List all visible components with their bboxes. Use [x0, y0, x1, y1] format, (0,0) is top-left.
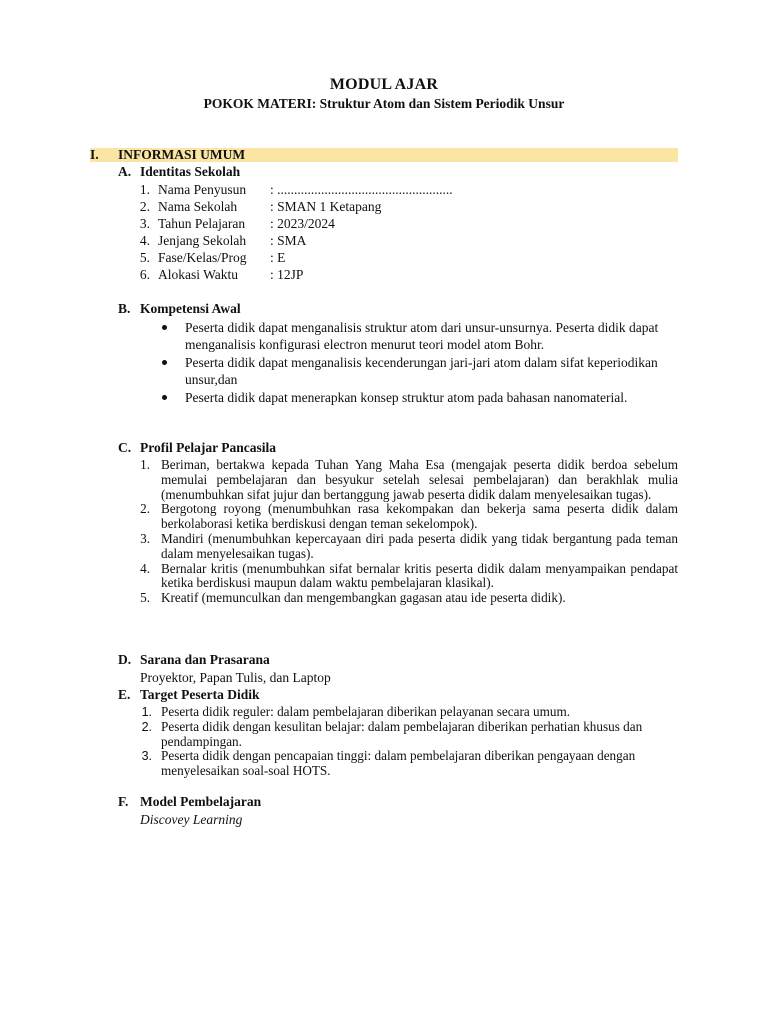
list-item-text: Peserta didik dapat menerapkan konsep struktur atom pada bahasan nanomaterial.: [185, 390, 628, 405]
list-item: [136, 591, 678, 606]
target-list: [136, 705, 678, 779]
list-item: [136, 720, 678, 750]
list-item-text: Peserta didik dapat menganalisis struktur atom dari unsur-unsurnya. Peserta didik dapat menganalisis konfigurasi electron menurut teori model atom Bohr.: [185, 320, 659, 352]
list-item: [136, 562, 678, 592]
row-key: Alokasi Waktu: [158, 267, 239, 282]
list-item: [136, 458, 678, 502]
row-key: Fase/Kelas/Prog: [158, 250, 247, 265]
subsection-title: Sarana dan Prasarana: [140, 652, 270, 667]
section-number: I.: [90, 147, 99, 162]
list-item-number: 1.: [141, 705, 152, 719]
kompetensi-list: [158, 319, 678, 407]
list-item: [136, 705, 678, 720]
list-item-number: 2.: [140, 501, 150, 517]
list-item-text: Peserta didik dengan kesulitan belajar: dalam pembelajaran diberikan perhatian khusus dan pendampingan.: [161, 718, 643, 749]
list-item: [158, 389, 678, 406]
document-title: MODUL AJAR: [329, 76, 439, 93]
profil-list: [136, 458, 678, 606]
list-item: [136, 532, 678, 562]
list-item: [136, 502, 678, 532]
row-value: : 12JP: [270, 267, 304, 282]
list-item-text: Peserta didik dengan pencapaian tinggi: dalam pembelajaran diberikan pengayaan dengan menyelesaikan soal-soal HOTS.: [161, 748, 636, 779]
row-key: Jenjang Sekolah: [158, 233, 247, 248]
row-value: : ....................................................: [270, 182, 453, 197]
row-number: 4.: [139, 233, 150, 248]
list-item: [136, 749, 678, 779]
row-value: : 2023/2024: [270, 216, 335, 231]
subsection-title: Identitas Sekolah: [140, 164, 241, 179]
row-value: : SMA: [270, 233, 307, 248]
row-value: : E: [270, 250, 286, 265]
list-item: [158, 319, 678, 353]
bullet-icon: [162, 325, 167, 330]
list-item-number: 5.: [140, 590, 150, 606]
sarana-text: Proyektor, Papan Tulis, dan Laptop: [140, 670, 331, 685]
list-item: [158, 354, 678, 388]
row-number: 2.: [139, 199, 150, 214]
subsection-title: Profil Pelajar Pancasila: [140, 440, 276, 455]
list-item-text: Bernalar kritis (menumbuhkan sifat bernalar kritis peserta didik dalam menyampaikan pendapat ketika berdiskusi maupun dalam waktu pembelajaran klasikal).: [161, 560, 678, 591]
bullet-icon: [162, 395, 167, 400]
list-item-text: Bergotong royong (menumbuhkan rasa kekompakan dan bekerja sama peserta didik dalam berkolaborasi ketika berdiskusi dengan teman sekelompok).: [161, 501, 678, 532]
row-key: Tahun Pelajaran: [158, 216, 246, 231]
bullet-icon: [162, 360, 167, 365]
list-item-text: Kreatif (memunculkan dan mengembangkan gagasan atau ide peserta didik).: [161, 590, 566, 606]
list-item-number: 2.: [141, 719, 152, 734]
row-number: 5.: [139, 250, 150, 265]
row-value: : SMAN 1 Ketapang: [270, 199, 382, 214]
subsection-letter: D.: [118, 652, 132, 667]
list-item-number: 3.: [140, 530, 150, 546]
list-item-text: Peserta didik dapat menganalisis kecenderungan jari-jari atom dalam sifat keperiodikan unsur,dan: [185, 355, 658, 387]
subsection-title: Kompetensi Awal: [140, 301, 241, 316]
section-title: INFORMASI UMUM: [118, 147, 246, 162]
row-number: 3.: [139, 216, 150, 231]
row-key: Nama Penyusun: [158, 182, 247, 197]
subsection-letter: E.: [118, 687, 131, 702]
list-item-text: Mandiri (menumbuhkan kepercayaan diri pada peserta didik yang tidak bergantung pada teman dalam menyelesaikan tugas).: [161, 530, 678, 561]
list-item-text: Peserta didik reguler: dalam pembelajaran diberikan pelayanan secara umum.: [161, 704, 571, 719]
subsection-title: Target Peserta Didik: [140, 687, 260, 702]
list-item-number: 4.: [140, 560, 150, 576]
list-item-number: 3.: [141, 749, 152, 764]
row-key: Nama Sekolah: [158, 199, 238, 214]
row-number: 1.: [139, 182, 150, 197]
subsection-letter: A.: [118, 164, 132, 179]
model-text: Discovey Learning: [140, 812, 243, 827]
list-item-text: Beriman, bertakwa kepada Tuhan Yang Maha Esa (mengajak peserta didik berdoa sebelum memulai pembelajaran dan besyukur setelah selesai pembelajaran) dan berakhlak mulia (menumbuhkan sifat jujur dan bertanggung jawab peserta didik dalam menyelesaikan tugas).: [161, 457, 678, 502]
subsection-letter: C.: [118, 440, 132, 455]
subsection-letter: B.: [118, 301, 131, 316]
subsection-letter: F.: [118, 794, 129, 809]
subsection-title: Model Pembelajaran: [140, 794, 262, 809]
document-subtitle: POKOK MATERI: Struktur Atom dan Sistem Periodik Unsur: [203, 96, 565, 111]
row-number: 6.: [139, 267, 150, 282]
list-item-number: 1.: [140, 457, 150, 472]
